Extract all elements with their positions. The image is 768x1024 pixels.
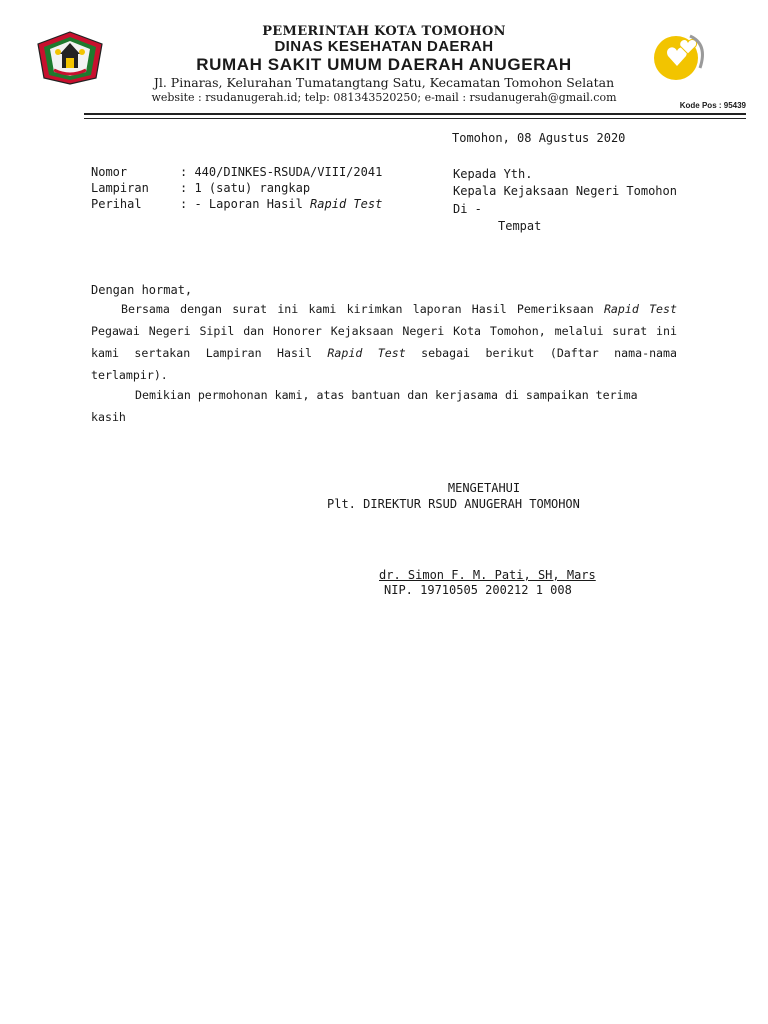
recipient-place: Tempat xyxy=(498,219,542,233)
meta-value-perihal: : - Laporan Hasil Rapid Test xyxy=(180,197,383,211)
recipient-name: Kepala Kejaksaan Negeri Tomohon xyxy=(453,184,677,198)
signatory-name: dr. Simon F. M. Pati, SH, Mars xyxy=(379,568,596,582)
hospital-contact: website : rsudanugerah.id; telp: 081343520250; e-mail : rsudanugerah@gmail.com xyxy=(151,91,617,104)
salutation: Dengan hormat, xyxy=(91,283,193,297)
recipient-greeting: Kepada Yth. xyxy=(453,167,533,181)
government-name: PEMERINTAH KOTA TOMOHON xyxy=(262,24,506,39)
meta-label-nomor: Nomor xyxy=(91,165,128,179)
header-divider-thick xyxy=(84,113,746,115)
meta-value-lampiran: : 1 (satu) rangkap xyxy=(180,181,311,195)
recipient-at: Di - xyxy=(453,202,482,216)
body-paragraph-2: Demikian permohonan kami, atas bantuan dan kerjasama di sampaikan terima kasih xyxy=(91,388,638,424)
hospital-name: RUMAH SAKIT UMUM DAERAH ANUGERAH xyxy=(196,55,572,74)
letter-date: Tomohon, 08 Agustus 2020 xyxy=(452,131,626,145)
meta-label-perihal: Perihal xyxy=(91,197,142,211)
signature-position: Plt. DIREKTUR RSUD ANUGERAH TOMOHON xyxy=(327,497,580,511)
hospital-address: Jl. Pinaras, Kelurahan Tumatangtang Satu, Kecamatan Tomohon Selatan xyxy=(153,75,615,90)
body-paragraph-1: Bersama dengan surat ini kami kirimkan laporan Hasil Pemeriksaan Rapid Test Pegawai Negeri Sipil dan Honorer Kejaksaan Negeri Kota Tomohon, melalui surat ini kami sertakan Lampiran Hasil Rapid Test sebagai berikut (Daftar nama-nama terlampir). xyxy=(91,302,678,382)
signatory-nip: NIP. 19710505 200212 1 008 xyxy=(384,583,572,597)
agency-name: DINAS KESEHATAN DAERAH xyxy=(274,38,494,55)
postal-code: Kode Pos : 95439 xyxy=(679,101,746,110)
header-divider-thin xyxy=(84,118,746,119)
meta-value-nomor: : 440/DINKES-RSUDA/VIII/2041 xyxy=(180,165,383,179)
signature-acknowledge: MENGETAHUI xyxy=(447,481,521,495)
meta-label-lampiran: Lampiran xyxy=(91,181,149,195)
